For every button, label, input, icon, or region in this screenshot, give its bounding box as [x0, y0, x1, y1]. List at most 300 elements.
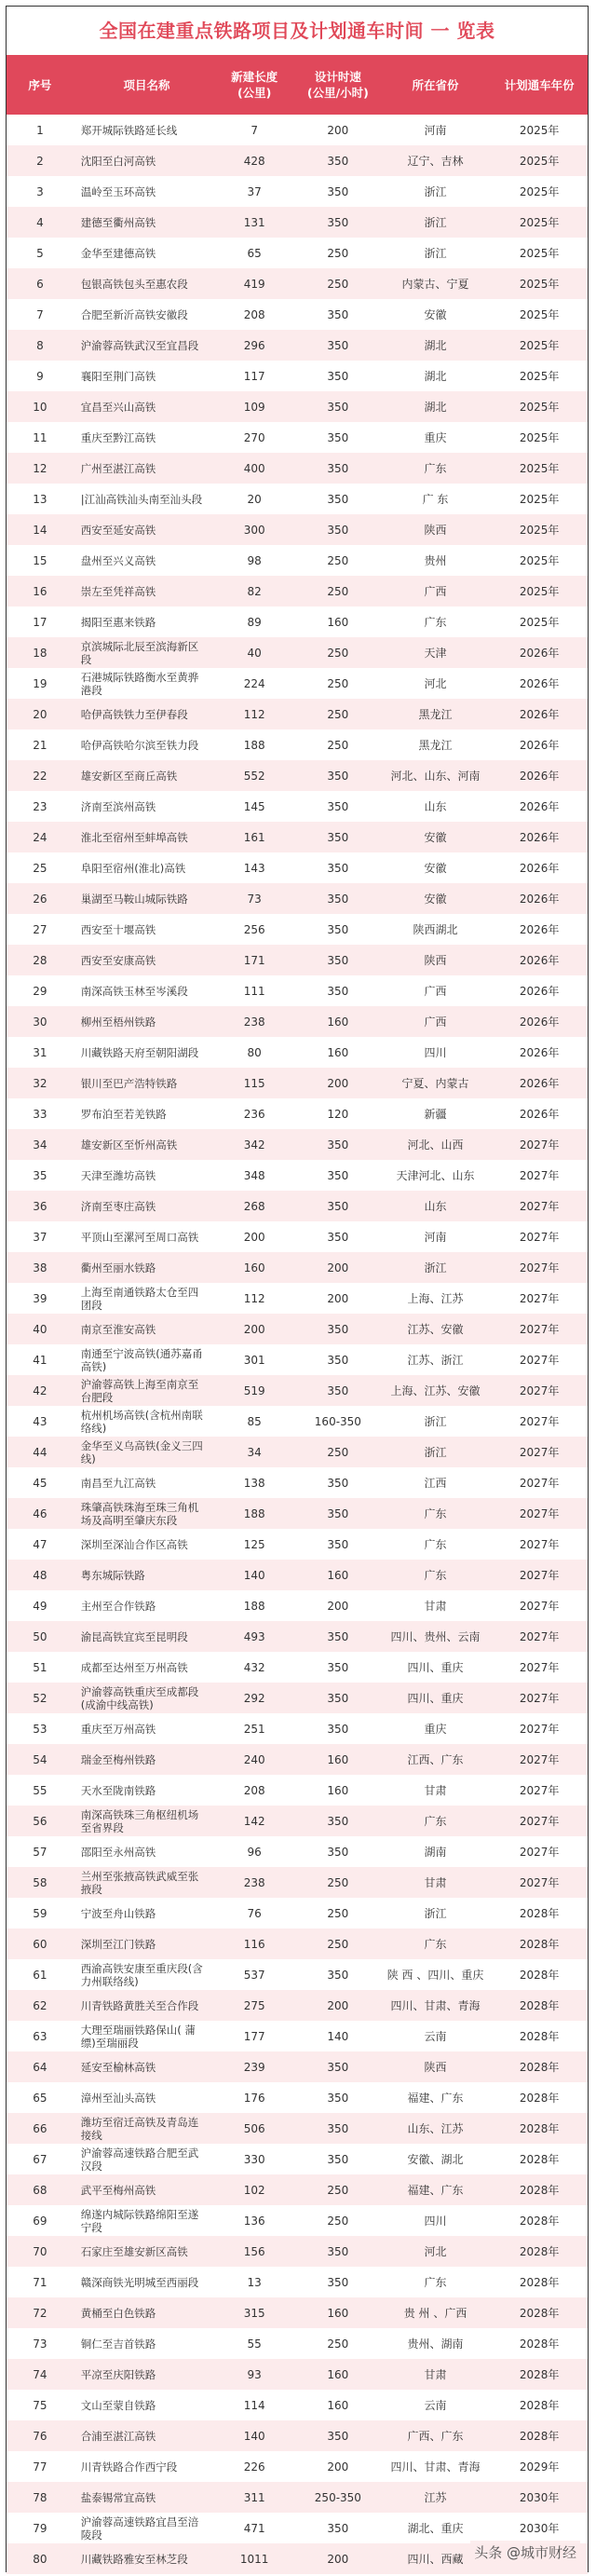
length-cell: 300 [243, 523, 265, 537]
speed-cell: 350 [327, 215, 349, 229]
length-cell: 125 [243, 1537, 265, 1551]
length-cell: 82 [247, 584, 262, 598]
length-cell: 301 [243, 1353, 265, 1367]
province-cell: 山东 [424, 800, 447, 813]
year-cell: 2025年 [519, 462, 560, 475]
project-name-cell: 淮北至宿州至蚌埠高铁 [80, 830, 188, 844]
table-row [7, 914, 588, 945]
project-name-cell: 平顶山至漯河至周口高铁 [80, 1230, 199, 1244]
length-cell: 188 [243, 738, 265, 752]
project-name-cell: 阜阳至宿州(淮北)高铁 [80, 861, 186, 875]
speed-cell: 350 [327, 492, 349, 506]
year-cell: 2025年 [519, 554, 560, 567]
length-cell: 140 [243, 2429, 265, 2443]
province-cell: 湖北 [424, 370, 447, 383]
seq-cell: 34 [33, 1138, 47, 1152]
project-name-cell: 沪渝蓉高速铁路合肥至武汉段 [80, 2146, 199, 2173]
project-name-cell: 沪渝蓉高铁上海至南京至台肥段 [80, 1377, 199, 1404]
table-row [7, 330, 588, 361]
province-cell: 宁夏、内蒙古 [401, 1077, 469, 1090]
project-name-cell: 沪渝蓉高铁武汉至宜昌段 [80, 338, 199, 352]
length-cell: 112 [243, 1291, 265, 1305]
seq-cell: 27 [33, 922, 47, 936]
seq-cell: 52 [33, 1691, 47, 1705]
seq-cell: 35 [33, 1168, 47, 1182]
seq-cell: 54 [33, 1752, 47, 1766]
length-cell: 296 [243, 338, 265, 352]
year-cell: 2030年 [519, 2491, 560, 2504]
speed-cell: 200 [327, 123, 349, 137]
table-row [7, 1529, 588, 1560]
year-cell: 2027年 [519, 1354, 560, 1367]
project-name-cell: 沈阳至白河高铁 [80, 154, 156, 168]
speed-cell: 350 [327, 1353, 349, 1367]
province-cell: 内蒙古、宁夏 [401, 278, 469, 291]
province-cell: 甘肃 [424, 1600, 447, 1613]
seq-cell: 21 [33, 738, 47, 752]
seq-cell: 67 [33, 2152, 47, 2166]
province-cell: 天津河北、山东 [396, 1169, 475, 1182]
length-cell: 131 [243, 215, 265, 229]
table-row [7, 1129, 588, 1160]
year-cell: 2025年 [519, 247, 560, 260]
table-row [7, 1191, 588, 1221]
project-name-cell: 沪渝蓉高铁重庆至成都段(成渝中线高铁) [80, 1684, 199, 1711]
length-cell: 200 [243, 1230, 265, 1244]
province-cell: 江西、广东 [407, 1753, 464, 1766]
table-row [7, 1590, 588, 1621]
province-cell: 浙江 [424, 185, 447, 198]
watermark: 头条 @城市财经 [470, 2541, 580, 2564]
length-cell: 275 [243, 1998, 265, 2012]
seq-cell: 33 [33, 1107, 47, 1121]
year-cell: 2026年 [519, 831, 560, 844]
page-title: 全国在建重点铁路项目及计划通车时间 一 览表 [99, 20, 495, 42]
table-row [7, 2359, 588, 2390]
header-seq: 序号 [28, 77, 52, 92]
speed-cell: 350 [327, 1660, 349, 1674]
project-name-cell: 石港城际铁路衡水至黄骅港段 [80, 670, 199, 697]
length-cell: 471 [243, 2521, 265, 2535]
table-row [7, 1068, 588, 1098]
project-name-cell: 天水至陇南铁路 [80, 1783, 156, 1797]
year-cell: 2027年 [519, 1323, 560, 1336]
header-year: 计划通车年份 [504, 77, 575, 92]
year-cell: 2026年 [519, 800, 560, 813]
project-name-cell: 京滨城际北辰至滨海新区段 [80, 639, 199, 666]
year-cell: 2026年 [519, 708, 560, 721]
year-cell: 2028年 [519, 2184, 560, 2197]
project-name-cell: 巢湖至马鞍山城际铁路 [80, 892, 188, 906]
province-cell: 江苏 [424, 2491, 447, 2504]
project-name-cell: 川青铁路合作西宁段 [80, 2460, 178, 2474]
length-cell: 177 [243, 2029, 265, 2043]
year-cell: 2028年 [519, 2276, 560, 2289]
speed-cell: 350 [327, 1537, 349, 1551]
year-cell: 2028年 [519, 1907, 560, 1920]
project-name-cell: 西安至延安高铁 [80, 523, 156, 537]
province-cell: 河北、山西 [407, 1138, 464, 1152]
length-cell: 96 [247, 1845, 262, 1859]
year-cell: 2025年 [519, 308, 560, 321]
province-cell: 四川、西藏 [407, 2553, 464, 2566]
table-row [7, 1836, 588, 1867]
year-cell: 2027年 [519, 1507, 560, 1520]
table-row [7, 1006, 588, 1037]
table-row [7, 299, 588, 330]
seq-cell: 15 [33, 553, 47, 567]
speed-cell: 350 [327, 1691, 349, 1705]
project-name-cell: 襄阳至荆门高铁 [80, 369, 156, 383]
length-cell: 238 [243, 1015, 265, 1029]
speed-cell: 160 [327, 615, 349, 629]
table-row [7, 1867, 588, 1898]
speed-cell: 350 [327, 861, 349, 875]
project-name-cell: 渝昆高铁宜宾至昆明段 [80, 1629, 188, 1643]
province-cell: 四川 [424, 1046, 447, 1059]
project-name-cell: 石家庄至雄安新区高铁 [80, 2244, 188, 2258]
speed-cell: 350 [327, 1722, 349, 1736]
speed-cell: 350 [327, 400, 349, 414]
seq-cell: 30 [33, 1015, 47, 1029]
project-name-cell: |江汕高铁汕头南至汕头段 [80, 492, 203, 506]
year-cell: 2025年 [519, 524, 560, 537]
speed-cell: 350 [327, 1629, 349, 1643]
province-cell: 安徽 [424, 893, 447, 906]
speed-cell: 200 [327, 1291, 349, 1305]
speed-cell: 250 [327, 2183, 349, 2197]
project-name-cell: 重庆至万州高铁 [80, 1722, 156, 1736]
seq-cell: 51 [33, 1660, 47, 1674]
table-row [7, 2205, 588, 2236]
length-cell: 208 [243, 307, 265, 321]
year-cell: 2027年 [519, 1692, 560, 1705]
seq-cell: 7 [36, 307, 44, 321]
project-name-cell: 成都至达州至万州高铁 [80, 1660, 188, 1674]
table-row [7, 1221, 588, 1252]
table-row [7, 883, 588, 914]
year-cell: 2025年 [519, 124, 560, 137]
table-row [7, 1344, 588, 1375]
project-name-cell: 上海至南通铁路太仓至四团段 [80, 1285, 199, 1312]
project-name-cell: 潍坊至宿迁高铁及青岛连接线 [80, 2115, 199, 2142]
speed-cell: 250-350 [314, 2490, 361, 2504]
speed-cell: 160 [327, 1045, 349, 1059]
length-cell: 519 [243, 1383, 265, 1397]
table-row [7, 852, 588, 883]
year-cell: 2027年 [519, 1384, 560, 1397]
province-cell: 陕西 [424, 954, 447, 967]
seq-cell: 46 [33, 1506, 47, 1520]
project-name-cell: 合浦至湛江高铁 [80, 2429, 156, 2443]
project-name-cell: 杭州机场高铁(含杭州南联络线) [80, 1408, 203, 1435]
header-project-name: 项目名称 [123, 77, 170, 92]
year-cell: 2028年 [519, 1969, 560, 1982]
year-cell: 2027年 [519, 1661, 560, 1674]
speed-cell: 160 [327, 1752, 349, 1766]
speed-cell: 350 [327, 892, 349, 906]
table-body [7, 115, 588, 2574]
length-cell: 348 [243, 1168, 265, 1182]
year-cell: 2027年 [519, 1569, 560, 1582]
speed-cell: 350 [327, 1230, 349, 1244]
province-cell: 贵州 [424, 554, 447, 567]
project-name-cell: 广州至湛江高铁 [80, 461, 156, 475]
province-cell: 黑龙江 [418, 739, 453, 752]
table-row [7, 2482, 588, 2513]
province-cell: 江西 [424, 1477, 447, 1490]
speed-cell: 160 [327, 1783, 349, 1797]
length-cell: 136 [243, 2214, 265, 2228]
year-cell: 2028年 [519, 2307, 560, 2320]
table-row [7, 1990, 588, 2021]
seq-cell: 19 [33, 676, 47, 690]
speed-cell: 350 [327, 2060, 349, 2074]
year-cell: 2026年 [519, 954, 560, 967]
province-cell: 陕 西 、四川、重庆 [386, 1969, 484, 1982]
speed-cell: 250 [327, 246, 349, 260]
table-row [7, 576, 588, 607]
year-cell: 2025年 [519, 431, 560, 444]
length-cell: 342 [243, 1138, 265, 1152]
seq-cell: 49 [33, 1599, 47, 1613]
project-name-cell: 银川至巴产浩特铁路 [80, 1076, 178, 1090]
table-row [7, 2021, 588, 2051]
speed-cell: 250 [327, 553, 349, 567]
length-cell: 419 [243, 277, 265, 291]
table-row [7, 1929, 588, 1959]
seq-cell: 58 [33, 1875, 47, 1889]
speed-cell: 350 [327, 1168, 349, 1182]
year-cell: 2028年 [519, 2399, 560, 2412]
speed-cell: 200 [327, 2460, 349, 2474]
year-cell: 2025年 [519, 493, 560, 506]
seq-cell: 6 [36, 277, 44, 291]
length-cell: 73 [247, 892, 262, 906]
table-row [7, 2051, 588, 2082]
table-row [7, 2451, 588, 2482]
length-cell: 161 [243, 830, 265, 844]
length-cell: 117 [243, 369, 265, 383]
table-row [7, 238, 588, 268]
project-name-cell: 罗布泊至若羌铁路 [80, 1107, 167, 1121]
speed-cell: 200 [327, 1076, 349, 1090]
project-name-cell: 延安至榆林高铁 [80, 2060, 156, 2074]
length-cell: 13 [247, 2275, 262, 2289]
length-cell: 85 [247, 1414, 262, 1428]
project-name-cell: 主州至合作铁路 [80, 1599, 156, 1613]
year-cell: 2027年 [519, 1200, 560, 1213]
year-cell: 2027年 [519, 1784, 560, 1797]
project-name-cell: 漳州至汕头高铁 [80, 2091, 156, 2105]
province-cell: 河北 [424, 2245, 447, 2258]
project-name-cell: 济南至枣庄高铁 [80, 1199, 156, 1213]
speed-cell: 350 [327, 1968, 349, 1982]
length-cell: 224 [243, 676, 265, 690]
year-cell: 2027年 [519, 1169, 560, 1182]
table-row [7, 729, 588, 760]
speed-cell: 250 [327, 277, 349, 291]
province-cell: 甘肃 [424, 1876, 447, 1889]
seq-cell: 3 [36, 184, 44, 198]
length-cell: 1011 [239, 2552, 269, 2566]
length-cell: 111 [243, 984, 265, 998]
length-cell: 188 [243, 1506, 265, 1520]
project-name-cell: 南深高铁珠三角枢纽机场至省界段 [80, 1807, 199, 1834]
project-name-cell: 建德至衢州高铁 [80, 215, 156, 229]
table-row [7, 2113, 588, 2144]
province-cell: 四川、贵州、云南 [390, 1630, 481, 1643]
table-row [7, 115, 588, 145]
length-cell: 76 [247, 1906, 262, 1920]
speed-cell: 160-350 [314, 1414, 361, 1428]
province-cell: 四川、重庆 [407, 1661, 464, 1674]
speed-cell: 140 [327, 2029, 349, 2043]
year-cell: 2028年 [519, 1999, 560, 2012]
speed-cell: 160 [327, 1015, 349, 1029]
year-cell: 2025年 [519, 216, 560, 229]
speed-cell: 350 [327, 830, 349, 844]
year-cell: 2028年 [519, 2215, 560, 2228]
seq-cell: 60 [33, 1937, 47, 1951]
seq-cell: 57 [33, 1845, 47, 1859]
seq-cell: 37 [33, 1230, 47, 1244]
seq-cell: 18 [33, 646, 47, 660]
province-cell: 浙江 [424, 1261, 447, 1274]
province-cell: 辽宁、吉林 [407, 155, 464, 168]
speed-cell: 160 [327, 2367, 349, 2381]
seq-cell: 23 [33, 799, 47, 813]
project-name-cell: 黄桶至白色铁路 [80, 2306, 156, 2320]
seq-cell: 56 [33, 1814, 47, 1828]
length-cell: 176 [243, 2091, 265, 2105]
speed-cell: 350 [327, 2152, 349, 2166]
speed-cell: 350 [327, 1845, 349, 1859]
project-name-cell: 盐泰锡常宜高铁 [80, 2490, 156, 2504]
speed-cell: 350 [327, 154, 349, 168]
seq-cell: 36 [33, 1199, 47, 1213]
seq-cell: 39 [33, 1291, 47, 1305]
length-cell: 160 [243, 1261, 265, 1274]
project-name-cell: 西渝高铁安康至重庆段(含力州联络线) [80, 1961, 203, 1988]
table-row [7, 1744, 588, 1775]
speed-cell: 350 [327, 984, 349, 998]
project-name-cell: 川藏铁路雅安至林芝段 [80, 2552, 188, 2566]
year-cell: 2026年 [519, 1015, 560, 1029]
speed-cell: 250 [327, 1875, 349, 1889]
table-row [7, 1775, 588, 1806]
year-cell: 2027年 [519, 1446, 560, 1459]
speed-cell: 350 [327, 799, 349, 813]
table-row [7, 1806, 588, 1836]
project-name-cell: 哈伊高铁铁力至伊春段 [80, 707, 188, 721]
province-cell: 广东 [424, 616, 447, 629]
table-row [7, 1898, 588, 1929]
seq-cell: 5 [36, 246, 44, 260]
province-cell: 湖南 [424, 1846, 447, 1859]
year-cell: 2027年 [519, 1753, 560, 1766]
province-cell: 江苏、安徽 [407, 1323, 464, 1336]
length-cell: 270 [243, 430, 265, 444]
table-row [7, 2297, 588, 2328]
year-cell: 2028年 [519, 2153, 560, 2166]
province-cell: 广东 [424, 1569, 447, 1582]
year-cell: 2028年 [519, 2122, 560, 2135]
project-name-cell: 崇左至凭祥高铁 [80, 584, 156, 598]
project-name-cell: 邵阳至永州高铁 [80, 1845, 156, 1859]
year-cell: 2028年 [519, 2337, 560, 2351]
province-cell: 陕西 [424, 524, 447, 537]
year-cell: 2027年 [519, 1876, 560, 1889]
speed-cell: 350 [327, 369, 349, 383]
seq-cell: 77 [33, 2460, 47, 2474]
seq-cell: 29 [33, 984, 47, 998]
seq-cell: 65 [33, 2091, 47, 2105]
speed-cell: 350 [327, 1814, 349, 1828]
year-cell: 2027年 [519, 1630, 560, 1643]
province-cell: 山东、江苏 [407, 2122, 464, 2135]
year-cell: 2025年 [519, 155, 560, 168]
year-cell: 2027年 [519, 1815, 560, 1828]
table-row [7, 1437, 588, 1467]
table-row [7, 2267, 588, 2297]
seq-cell: 20 [33, 707, 47, 721]
province-cell: 河北、山东、河南 [390, 770, 481, 783]
table-row [7, 822, 588, 852]
header-length: 新建长度 (公里) [231, 70, 278, 100]
seq-cell: 59 [33, 1906, 47, 1920]
year-cell: 2026年 [519, 1077, 560, 1090]
length-cell: 142 [243, 1814, 265, 1828]
table-row [7, 1314, 588, 1344]
table-row [7, 484, 588, 514]
province-cell: 黑龙江 [418, 708, 453, 721]
province-cell: 云南 [424, 2030, 447, 2043]
table-row [7, 176, 588, 207]
year-cell: 2028年 [519, 2061, 560, 2074]
seq-cell: 38 [33, 1261, 47, 1274]
length-cell: 20 [247, 492, 262, 506]
speed-cell: 250 [327, 2214, 349, 2228]
project-name-cell: 哈伊高铁哈尔滨至铁力段 [80, 738, 199, 752]
project-name-cell: 深圳至江门铁路 [80, 1937, 156, 1951]
province-cell: 浙江 [424, 1415, 447, 1428]
length-cell: 188 [243, 1599, 265, 1613]
length-cell: 156 [243, 2244, 265, 2258]
province-cell: 天津 [424, 647, 447, 660]
seq-cell: 47 [33, 1537, 47, 1551]
seq-cell: 16 [33, 584, 47, 598]
speed-cell: 250 [327, 646, 349, 660]
length-cell: 236 [243, 1107, 265, 1121]
project-name-cell: 西安至安康高铁 [80, 953, 156, 967]
length-cell: 40 [247, 646, 262, 660]
table-row [7, 2390, 588, 2420]
seq-cell: 12 [33, 461, 47, 475]
seq-cell: 78 [33, 2490, 47, 2504]
province-cell: 浙江 [424, 1907, 447, 1920]
seq-cell: 80 [33, 2552, 47, 2566]
length-cell: 400 [243, 461, 265, 475]
project-name-cell: 合肥至新沂高铁安徽段 [80, 307, 188, 321]
province-cell: 四川、重庆 [407, 1692, 464, 1705]
province-cell: 四川 [424, 2215, 447, 2228]
year-cell: 2027年 [519, 1231, 560, 1244]
seq-cell: 70 [33, 2244, 47, 2258]
length-cell: 145 [243, 799, 265, 813]
speed-cell: 250 [327, 1937, 349, 1951]
length-cell: 208 [243, 1783, 265, 1797]
